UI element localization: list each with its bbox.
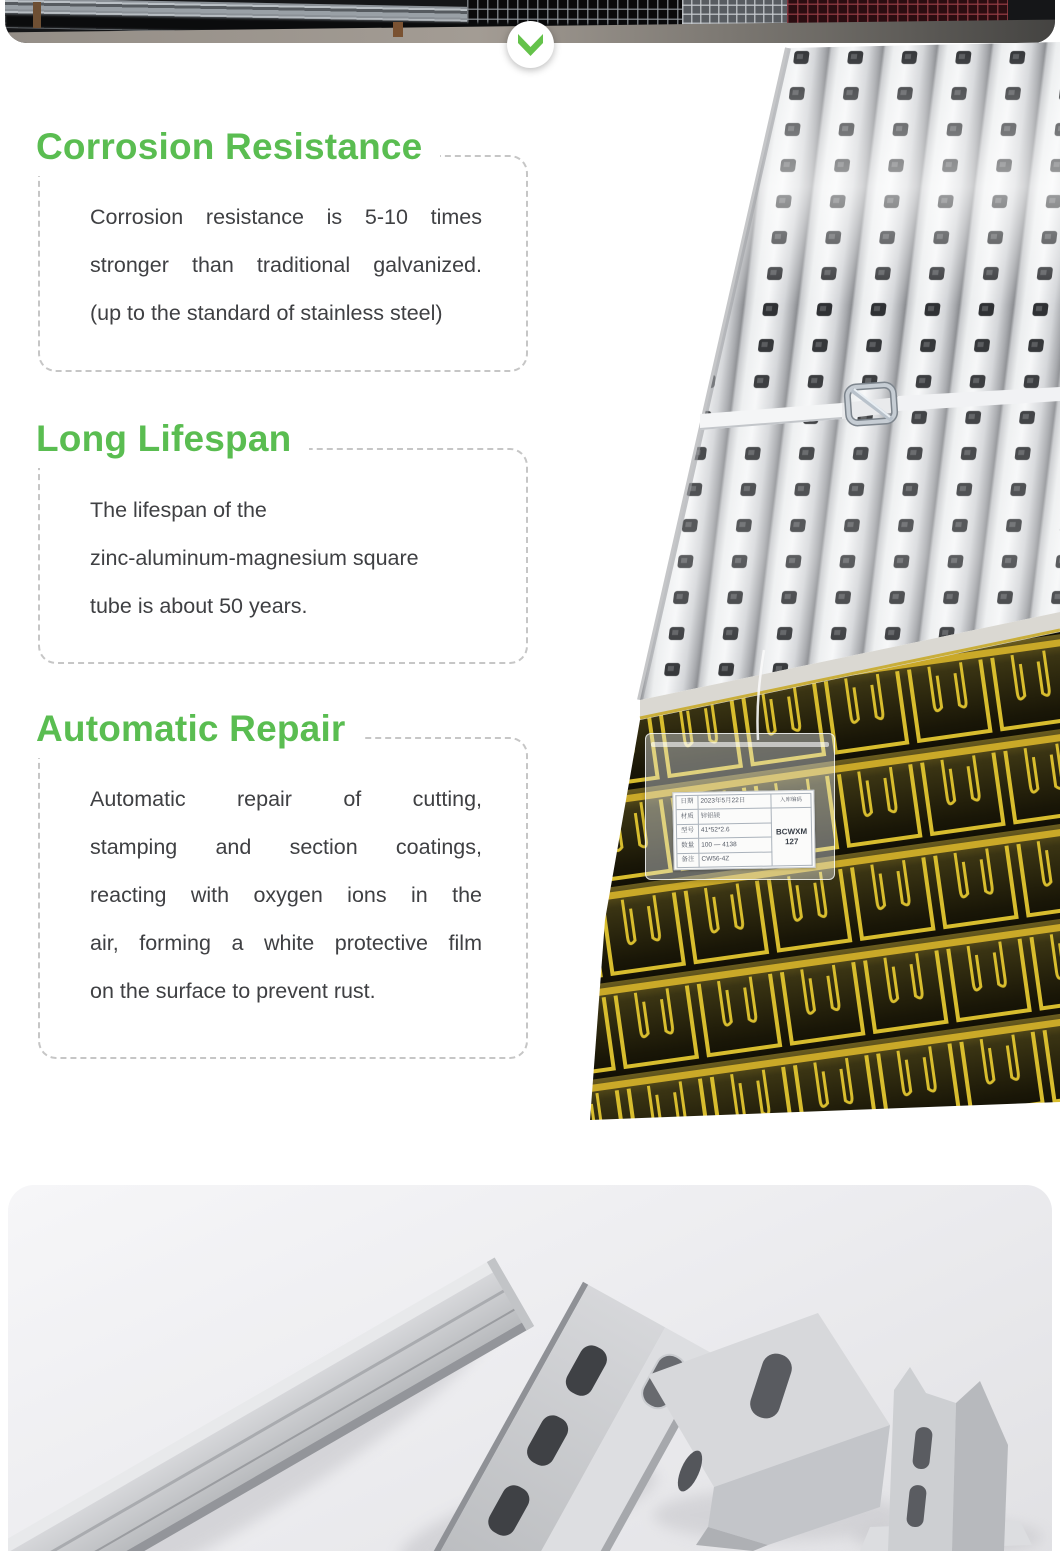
- tag-code-number: 127: [784, 836, 799, 846]
- tag-row-value: 100 — 4138: [699, 838, 772, 854]
- brackets-illustration: [8, 1185, 1052, 1551]
- tag-row-value: 2023年5月22日: [698, 795, 771, 811]
- feature-box-long-lifespan: [38, 448, 528, 664]
- feature-text-line: The lifespan of the: [90, 498, 267, 522]
- tag-row-label: 备注: [677, 853, 699, 868]
- pouch-zipper: [651, 742, 829, 747]
- feature-title-long-lifespan: Long Lifespan: [34, 418, 309, 468]
- tag-code-text: BCWXM: [775, 826, 808, 837]
- rails-bundle-photo: [560, 40, 1060, 1125]
- feature-text-line: tube is about 50 years.: [90, 594, 308, 618]
- silver-slotted-rails: [640, 42, 1060, 700]
- tag-row-label: 日期: [676, 796, 698, 811]
- feature-text-line: zinc-aluminum-magnesium square: [90, 546, 419, 570]
- chevron-down-icon: [507, 21, 554, 68]
- tag-row-label: 型号: [677, 825, 699, 840]
- feature-title-corrosion-resistance: Corrosion Resistance: [34, 126, 440, 176]
- feature-title-automatic-repair: Automatic Repair: [34, 708, 364, 758]
- wood-support: [393, 22, 403, 37]
- tag-table: [675, 793, 812, 868]
- feature-box-corrosion-resistance: [38, 155, 528, 372]
- wood-support: [33, 2, 41, 28]
- scroll-down-button[interactable]: [507, 21, 554, 68]
- feature-text: [90, 193, 482, 337]
- feature-text-line: reacting with oxygen ions in the: [90, 883, 482, 907]
- bundle-tag: [645, 733, 835, 880]
- feature-text-line: stronger than traditional galvanized.: [90, 253, 482, 277]
- tag-row-value: 锌铝镁: [699, 809, 772, 825]
- tag-row-label: 材质: [677, 810, 699, 825]
- tag-row-label: 数量: [677, 839, 699, 854]
- tag-code: [772, 808, 813, 866]
- feature-text: [90, 775, 482, 1015]
- feature-box-automatic-repair: [38, 737, 528, 1059]
- tag-row-value: CW56-4Z: [699, 852, 772, 868]
- feature-text-line: stamping and section coatings,: [90, 835, 482, 859]
- feature-text-line: on the surface to prevent rust.: [90, 979, 376, 1003]
- tag-row-value: 41*52*2.6: [699, 823, 772, 839]
- feature-text: [90, 486, 482, 630]
- tag-corner-label: 入库编码: [771, 794, 811, 809]
- tag-label: [672, 790, 815, 870]
- feature-text-line: air, forming a white protective film: [90, 931, 482, 955]
- feature-text-line: (up to the standard of stainless steel): [90, 301, 443, 325]
- brackets-photo: [8, 1185, 1052, 1551]
- feature-text-line: Automatic repair of cutting,: [90, 787, 482, 811]
- feature-text-line: Corrosion resistance is 5-10 times: [90, 205, 482, 229]
